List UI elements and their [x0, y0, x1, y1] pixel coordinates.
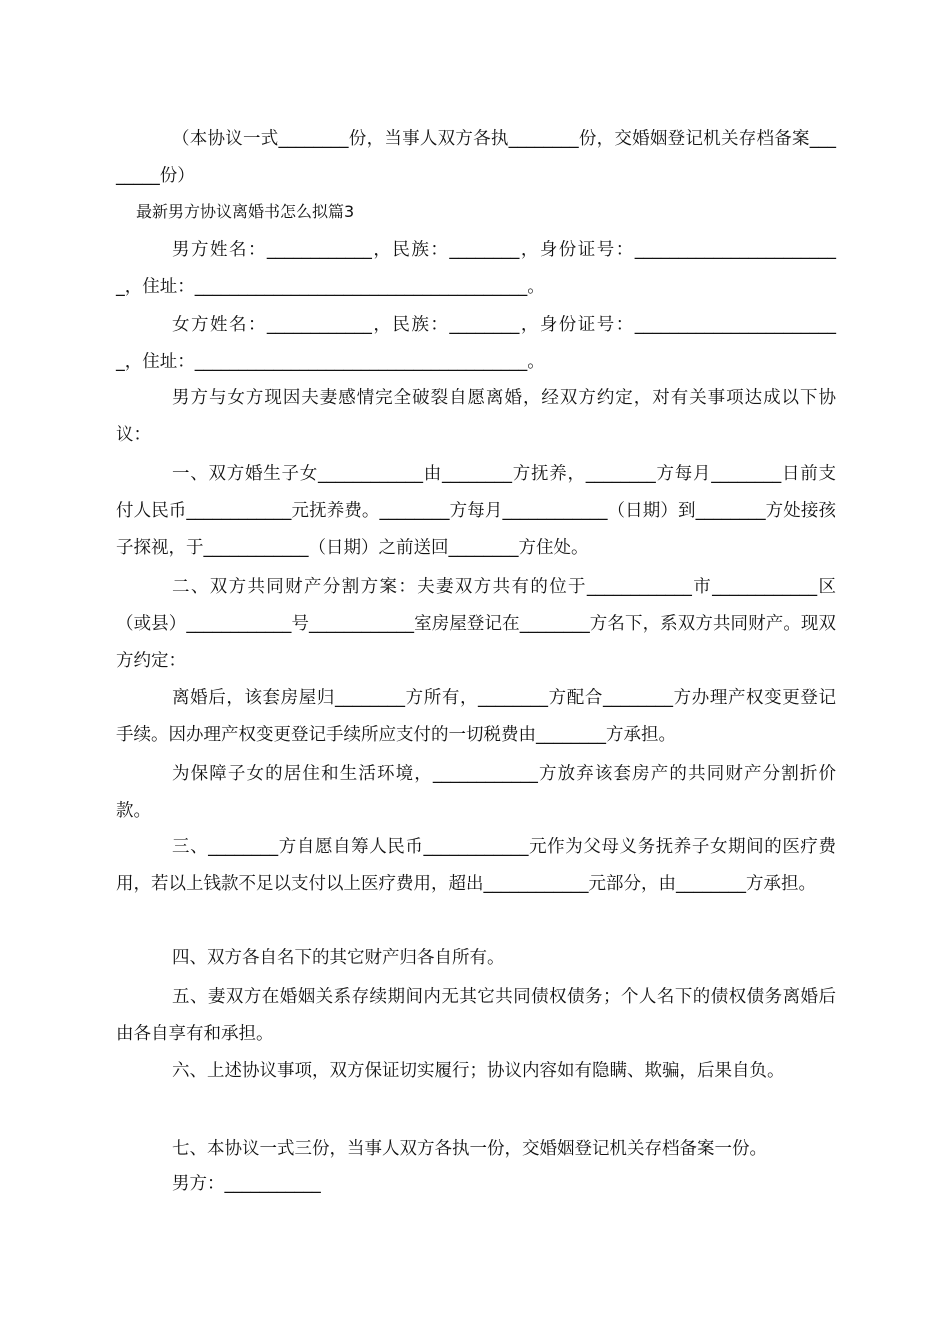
clause-1-paragraph: 一、双方婚生子女____________由________方抚养，________方每月________日前支付人民币____________元抚养费。________方每月____________（日期）到________方处接孩子探视，于____________（日期）之前送回________方住处。: [116, 464, 836, 558]
clause-2a-paragraph: 离婚后，该套房屋归________方所有，________方配合________方办理产权变更登记手续。因办理产权变更登记手续所应支付的一切税费由________方承担。: [116, 688, 836, 745]
copies-note: （本协议一式________份，当事人双方各执________份，交婚姻登记机关存档备案________份）: [116, 129, 836, 186]
clause-2-paragraph: 二、双方共同财产分割方案：夫妻双方共有的位于____________市____________区（或县）____________号____________室房屋登记在________方名下，系双方共同财产。现双方约定：: [116, 577, 836, 671]
female-info-paragraph: 女方姓名：____________，民族：________，身份证号：________________________，住址：______________________________________。: [116, 315, 836, 372]
clause-4-paragraph: 四、双方各自名下的其它财产归各自所有。: [172, 948, 505, 968]
male-signature-line: 男方：___________: [172, 1174, 321, 1194]
clause-7-paragraph: 七、本协议一式三份，当事人双方各执一份，交婚姻登记机关存档备案一份。: [172, 1139, 767, 1159]
section-heading: 最新男方协议离婚书怎么拟篇3: [136, 202, 355, 221]
clause-2b-paragraph: 为保障子女的居住和生活环境，____________方放弃该套房产的共同财产分割折价款。: [116, 764, 836, 821]
clause-6-paragraph: 六、上述协议事项，双方保证切实履行；协议内容如有隐瞒、欺骗，后果自负。: [172, 1061, 785, 1081]
intro-paragraph: 男方与女方现因夫妻感情完全破裂自愿离婚，经双方约定，对有关事项达成以下协议：: [116, 388, 836, 445]
clause-5-paragraph: 五、妻双方在婚姻关系存续期间内无其它共同债权债务；个人名下的债权债务离婚后由各自享有和承担。: [116, 987, 836, 1044]
male-info-paragraph: 男方姓名：____________，民族：________，身份证号：________________________，住址：______________________________________。: [116, 240, 836, 297]
clause-3-paragraph: 三、________方自愿自筹人民币____________元作为父母义务抚养子女期间的医疗费用，若以上钱款不足以支付以上医疗费用，超出____________元部分，由________方承担。: [116, 837, 836, 894]
